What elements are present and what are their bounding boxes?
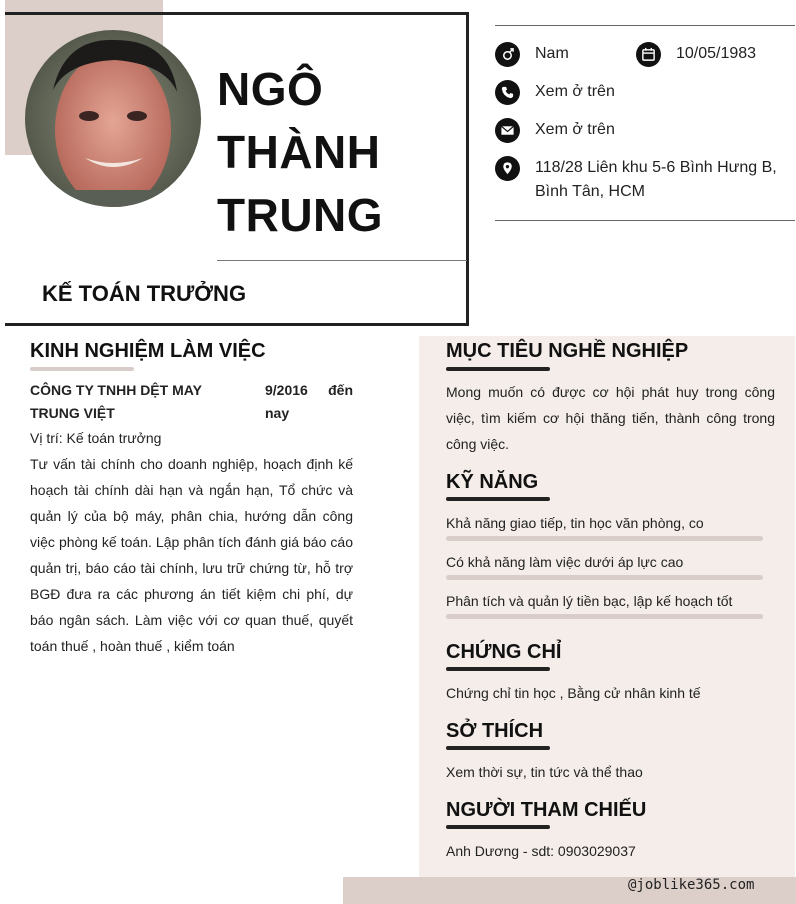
position: Vị trí: Kế toán trưởng — [30, 430, 162, 446]
avatar — [25, 30, 201, 207]
email-value: Xem ở trên — [535, 121, 615, 138]
name-line: THÀNH — [217, 126, 381, 178]
skill-bar — [446, 614, 763, 619]
skill-bar — [446, 536, 763, 541]
contact-gender — [495, 42, 569, 67]
skill-item: Khả năng giao tiếp, tin học văn phòng, co — [446, 515, 704, 531]
section-underline — [446, 367, 550, 371]
gender-icon — [495, 42, 520, 67]
references-text: Anh Dương - sdt: 0903029037 — [446, 843, 636, 859]
location-pin-icon — [495, 156, 520, 181]
phone-value: Xem ở trên — [535, 83, 615, 100]
skills-title: KỸ NĂNG — [446, 471, 539, 493]
section-underline — [30, 367, 134, 371]
job-title: KẾ TOÁN TRƯỞNG — [42, 281, 247, 306]
section-underline — [446, 746, 550, 750]
experience-description: Tư vấn tài chính cho doanh nghiệp, hoạch định kế hoạch tài chính dài hạn và ngắn hạn, Tổ chức và quản lý của bộ máy, phân chia, hướng dẫn công việc phòng kế toán. Lập phân tích đánh giá báo cáo quản trị, báo cáo tài chính, lưu trữ chứng từ, hỗ trợ BGĐ đưa ra các phương án tiết kiệm chi phí, dự báo ngân sách. Làm việc với cơ quan thuế, quyết toán thuế , hoàn thuế , kiểm toán — [30, 456, 353, 654]
avatar-photo — [25, 30, 201, 207]
skill-item: Có khả năng làm việc dưới áp lực cao — [446, 554, 684, 570]
certificates-text: Chứng chỉ tin học , Bằng cử nhân kinh tế — [446, 685, 701, 701]
name-line: NGÔ — [217, 63, 324, 115]
references-title: NGƯỜI THAM CHIẾU — [446, 799, 647, 821]
skill-item: Phân tích và quản lý tiền bạc, lập kế hoạch tốt — [446, 593, 733, 609]
phone-icon — [495, 80, 520, 105]
objective-text: Mong muốn có được cơ hội phát huy trong công việc, tìm kiếm cơ hội thăng tiến, thành công trong công việc. — [446, 384, 775, 452]
objective-title: MỤC TIÊU NGHỀ NGHIỆP — [446, 340, 689, 362]
contact-email — [495, 118, 615, 143]
calendar-icon — [636, 42, 661, 67]
name-line: TRUNG — [217, 189, 384, 241]
address-value: 118/28 Liên khu 5-6 Bình Hưng B, Bình Tân, HCM — [535, 159, 777, 200]
full-name — [217, 58, 457, 247]
experience-title: KINH NGHIỆM LÀM VIỆC — [30, 340, 266, 362]
divider — [217, 260, 467, 261]
certificates-title: CHỨNG CHỈ — [446, 641, 562, 663]
contact-phone — [495, 80, 615, 105]
skill-bar — [446, 575, 763, 580]
section-underline — [446, 825, 550, 829]
company-name: CÔNG TY TNHH DỆT MAY TRUNG VIỆT — [30, 382, 202, 421]
birthday-value: 10/05/1983 — [676, 45, 757, 62]
gender-value: Nam — [535, 45, 569, 62]
work-period: 9/2016 đến nay — [265, 382, 353, 421]
contact-birthday — [636, 42, 756, 67]
section-underline — [446, 497, 550, 501]
contact-address — [495, 156, 785, 204]
section-underline — [446, 667, 550, 671]
envelope-icon — [495, 118, 520, 143]
hobbies-title: SỞ THÍCH — [446, 720, 544, 742]
watermark: @joblike365.com — [628, 877, 755, 893]
hobbies-text: Xem thời sự, tin tức và thể thao — [446, 764, 643, 780]
